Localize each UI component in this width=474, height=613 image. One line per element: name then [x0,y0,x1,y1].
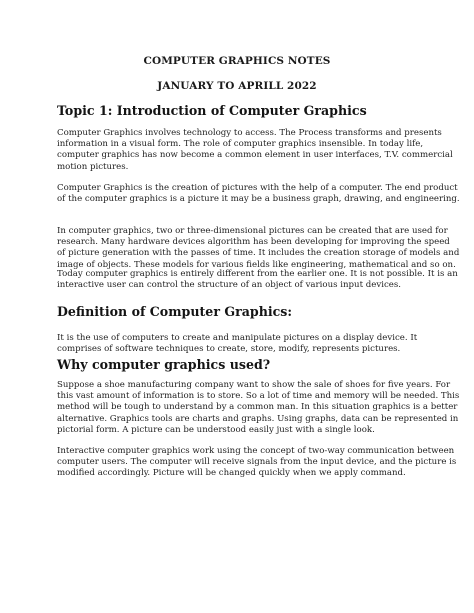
paragraph-line: information in a visual form. The role of computer graphics insensible. In today life, [57,139,424,150]
paragraph-line: modified accordingly. Picture will be changed quickly when we apply command. [57,468,406,479]
paragraph-line: method will be tough to understand by a common man. In this situation graphics is a better [57,402,458,413]
paragraph [57,333,422,355]
section-heading-why-used: Why computer graphics used? [57,357,271,372]
paragraph-line: image of objects. These models for various fields like engineering, mathematical and so on. [57,259,456,270]
paragraph-line: Interactive computer graphics work using the concept of two-way communication between [57,446,455,456]
paragraph-line: Today computer graphics is entirely different from the earlier one. It is not possible. It is an [57,269,458,279]
paragraph-line: In computer graphics, two or three-dimensional pictures can be created that are used for [57,226,448,236]
paragraph-line: of picture generation with the passes of time. It includes the creation storage of models and [57,248,460,259]
paragraph [57,226,460,271]
paragraph [57,128,453,173]
paragraph [57,183,460,205]
paragraph-line: Computer Graphics involves technology to access. The Process transforms and presents [57,128,442,138]
paragraph [57,269,458,291]
paragraph-line: interactive user can control the structure of an object of various input devices. [57,280,401,291]
section-heading-introduction: Topic 1: Introduction of Computer Graphics [57,103,367,118]
section-heading-definition: Definition of Computer Graphics: [57,304,293,319]
paragraph-line: Suppose a shoe manufacturing company want to show the sale of shoes for five years. For [57,380,451,390]
paragraph-line: motion pictures. [57,161,129,172]
paragraph [57,446,457,480]
document-title: COMPUTER GRAPHICS NOTES [143,55,331,67]
paragraph [57,380,460,436]
paragraph-line: computer graphics has now become a common element in user interfaces, T.V. commercial [57,150,453,161]
paragraph-line: pictorial form. A picture can be understood easily just with a single look. [57,424,375,435]
paragraph-line: It is the use of computers to create and manipulate pictures on a display device. It [57,333,418,343]
paragraph-line: research. Many hardware devices algorithm has been developing for improving the speed [57,237,450,248]
paragraph-line: this vast amount of information is to store. So a lot of time and memory will be needed. This [57,391,460,402]
paragraph-line: comprises of software techniques to create, store, modify, represents pictures. [57,344,401,355]
paragraph-line: of the computer graphics is a picture it may be a business graph, drawing, and engineering. [57,194,460,205]
paragraph-line: alternative. Graphics tools are charts and graphs. Using graphs, data can be represented in [57,413,459,424]
paragraph-line: Computer Graphics is the creation of pictures with the help of a computer. The end product [57,183,458,193]
document-subtitle: JANUARY TO APRILL 2022 [157,80,317,92]
paragraph-line: computer users. The computer will receive signals from the input device, and the picture is [57,457,457,468]
